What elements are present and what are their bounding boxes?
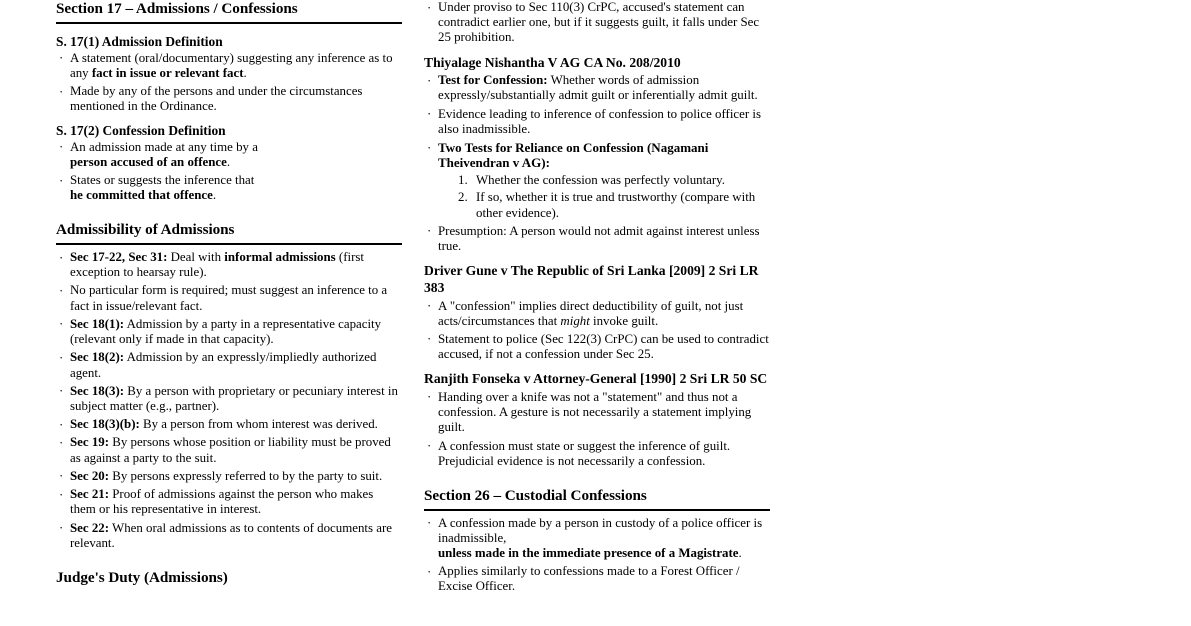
bullet-list: [56, 51, 402, 115]
spacer: [424, 49, 770, 54]
list-item: [56, 283, 402, 313]
spacer: [56, 554, 402, 569]
heading-rule: [56, 243, 402, 245]
text-run: Admission by a party in a representative capacity (relevant only if made in that capacity).: [70, 316, 382, 347]
list-item: [56, 435, 402, 465]
case-citation-heading: Driver Gune v The Republic of Sri Lanka [2009] 2 Sri LR 383: [424, 263, 759, 295]
list-item: [56, 384, 402, 414]
numbered-list-item: [438, 190, 770, 220]
text-run: .: [212, 188, 217, 203]
text-run: Made by any of the persons and under the circumstances mentioned in the Ordinance.: [70, 84, 363, 114]
bold-text: Sec 18(3):: [70, 383, 125, 398]
left-column: [56, 0, 402, 587]
text-run: Whether the confession was perfectly voluntary.: [476, 172, 726, 187]
sub-heading: S. 17(1) Admission Definition: [56, 33, 223, 49]
section-heading: Section 17 – Admissions / Confessions: [56, 0, 298, 17]
list-item: [56, 469, 402, 484]
list-item: [424, 0, 770, 46]
italic-text: might: [560, 313, 590, 328]
sub-heading: S. 17(2) Confession Definition: [56, 122, 226, 138]
bullet-icon: ·: [427, 332, 432, 347]
bullet-icon: ·: [427, 516, 432, 531]
bullet-list: [56, 140, 402, 204]
text-run: When oral admissions as to contents of documents are relevant.: [70, 520, 392, 550]
list-item: [424, 564, 770, 594]
bold-text: Sec 18(3)(b):: [70, 417, 140, 432]
bullet-icon: ·: [59, 469, 64, 484]
bold-text: Sec 17-22, Sec 31:: [70, 250, 168, 264]
bullet-icon: ·: [427, 390, 432, 405]
bullet-icon: ·: [427, 0, 432, 15]
list-item: [56, 521, 402, 551]
text-run: .: [243, 65, 247, 80]
list-number: 2.: [458, 190, 468, 205]
bullet-list: [424, 73, 770, 137]
text-run: A confession must state or suggest the inference of guilt. Prejudicial evidence is not necessarily a confession.: [438, 438, 731, 468]
text-run: States or suggests the inference that: [70, 173, 255, 188]
bold-text: informal admissions: [224, 250, 336, 264]
bullet-icon: ·: [59, 350, 64, 365]
list-item: [424, 516, 770, 562]
list-item: [424, 390, 770, 436]
text-run: A statement (oral/documentary) suggesting any inference as to any: [70, 50, 393, 80]
spacer: [424, 365, 770, 370]
bullet-icon: ·: [59, 435, 64, 450]
bullet-icon: ·: [427, 299, 432, 314]
list-item: [424, 224, 770, 254]
heading-rule: [424, 509, 770, 511]
bold-text: Sec 18(1):: [70, 316, 125, 331]
text-run: Whether words of admission expressly/substantially admit guilt or inferentially admit guilt.: [438, 73, 758, 103]
list-item: [56, 173, 402, 203]
bullet-list: [424, 224, 770, 254]
list-item: [56, 317, 402, 347]
bullet-icon: ·: [59, 140, 64, 155]
bullet-icon: ·: [427, 107, 432, 122]
text-run: A confession made by a person in custody of a police officer is inadmissible,: [438, 515, 763, 545]
text-run: Proof of admissions against the person who makes them or his representative in interest.: [70, 487, 374, 517]
text-run: .: [226, 154, 231, 169]
list-item: [424, 439, 770, 469]
numbered-list-item: [438, 173, 770, 188]
text-run: By a person from whom interest was derived.: [139, 417, 378, 432]
spacer: [424, 472, 770, 487]
text-run: Applies similarly to confessions made to a Forest Officer / Excise Officer.: [438, 564, 740, 594]
bullet-icon: ·: [59, 317, 64, 332]
bullet-list: [424, 0, 770, 46]
text-run: No particular form is required; must suggest an inference to a fact in issue/relevant fact.: [70, 283, 388, 313]
bullet-icon: ·: [59, 51, 64, 66]
bullet-icon: ·: [59, 487, 64, 502]
section-heading: Judge's Duty (Admissions): [56, 568, 228, 586]
bullet-icon: ·: [427, 224, 432, 239]
list-item: [56, 487, 402, 517]
text-run: .: [738, 546, 742, 561]
bold-text: Sec 19:: [70, 435, 110, 450]
list-item: [424, 299, 770, 329]
list-item: [424, 332, 770, 362]
text-run: Statement to police (Sec 122(3) CrPC) can be used to contradict accused, if not a confession under Sec 25.: [438, 331, 769, 362]
text-run: Presumption: A person would not admit against interest unless true.: [438, 223, 760, 254]
bullet-icon: ·: [59, 417, 64, 432]
inline-block-heading: Two Tests for Reliance on Confession (Nagamani Theivendran v AG):: [438, 140, 709, 171]
bold-text: fact in issue or relevant fact: [91, 65, 244, 80]
list-item: [424, 107, 770, 137]
text-run: If so, whether it is true and trustworthy (compare with other evidence).: [476, 190, 756, 220]
bold-text: Sec 22:: [70, 520, 110, 535]
spacer: [424, 257, 770, 262]
list-item: [424, 140, 770, 221]
bold-text: Test for Confession:: [438, 73, 548, 88]
bullet-icon: ·: [427, 140, 432, 155]
text-run: invoke guilt.: [589, 313, 659, 328]
text-run: Deal with: [167, 250, 225, 264]
case-citation-heading: Ranjith Fonseka v Attorney-General [1990] 2 Sri LR 50 SC: [424, 371, 768, 387]
section-heading: Section 26 – Custodial Confessions: [424, 487, 647, 505]
right-column: [424, 0, 770, 598]
list-item: [56, 250, 402, 280]
bold-text: he committed that offence: [70, 188, 213, 203]
text-run: By a person with proprietary or pecuniary interest in subject matter (e.g., partner).: [70, 383, 398, 413]
bullet-icon: ·: [59, 283, 64, 298]
text-run: Handing over a knife was not a "statement" and thus not a confession. A gesture is not necessarily a statement implying guilt.: [438, 389, 752, 435]
bullet-icon: ·: [59, 521, 64, 535]
section-heading: Admissibility of Admissions: [56, 221, 235, 239]
bold-text: Sec 18(2):: [70, 350, 125, 365]
bold-text: person accused of an offence: [70, 154, 227, 169]
bullet-list: [424, 140, 770, 221]
numbered-list: [438, 173, 770, 221]
text-run: Admission by an expressly/impliedly authorized agent.: [70, 350, 377, 380]
list-item: [424, 73, 770, 103]
list-item: [56, 350, 402, 380]
spacer: [56, 206, 402, 221]
bullet-icon: ·: [427, 564, 432, 579]
bullet-list: [424, 516, 770, 595]
case-citation-heading: Thiyalage Nishantha V AG CA No. 208/2010: [424, 54, 681, 70]
text-run: (first exception to hearsay rule).: [70, 250, 364, 280]
list-item: [56, 51, 402, 81]
list-item: [56, 84, 402, 114]
list-item: [56, 417, 402, 432]
bullet-icon: ·: [59, 84, 64, 99]
list-item: [56, 140, 402, 170]
text-run: By persons expressly referred to by the party to suit.: [109, 468, 383, 483]
bold-text: unless made in the immediate presence of a Magistrate: [438, 546, 739, 561]
bullet-icon: ·: [427, 439, 432, 454]
bullet-icon: ·: [427, 73, 432, 88]
text-run: A "confession" implies direct deductibility of guilt, not just acts/circumstances that: [438, 298, 744, 328]
bold-text: Sec 21:: [70, 487, 110, 502]
heading-rule: [56, 22, 402, 24]
list-number: 1.: [458, 172, 468, 187]
bold-text: Sec 20:: [70, 468, 110, 483]
bullet-icon: ·: [59, 250, 64, 265]
bullet-list: [424, 299, 770, 363]
text-run: Under proviso to Sec 110(3) CrPC, accused's statement can contradict earlier one, but if it suggests guilt, it falls under Sec 25 prohibition.: [438, 0, 760, 45]
bullet-icon: ·: [59, 173, 64, 188]
text-run: Evidence leading to inference of confession to police officer is also inadmissible.: [438, 106, 761, 136]
text-run: By persons whose position or liability must be proved as against a party to the suit.: [70, 435, 391, 465]
bullet-list: [424, 390, 770, 469]
bullet-icon: ·: [59, 384, 64, 399]
bullet-list: [56, 250, 402, 551]
text-run: An admission made at any time by a: [70, 139, 258, 154]
